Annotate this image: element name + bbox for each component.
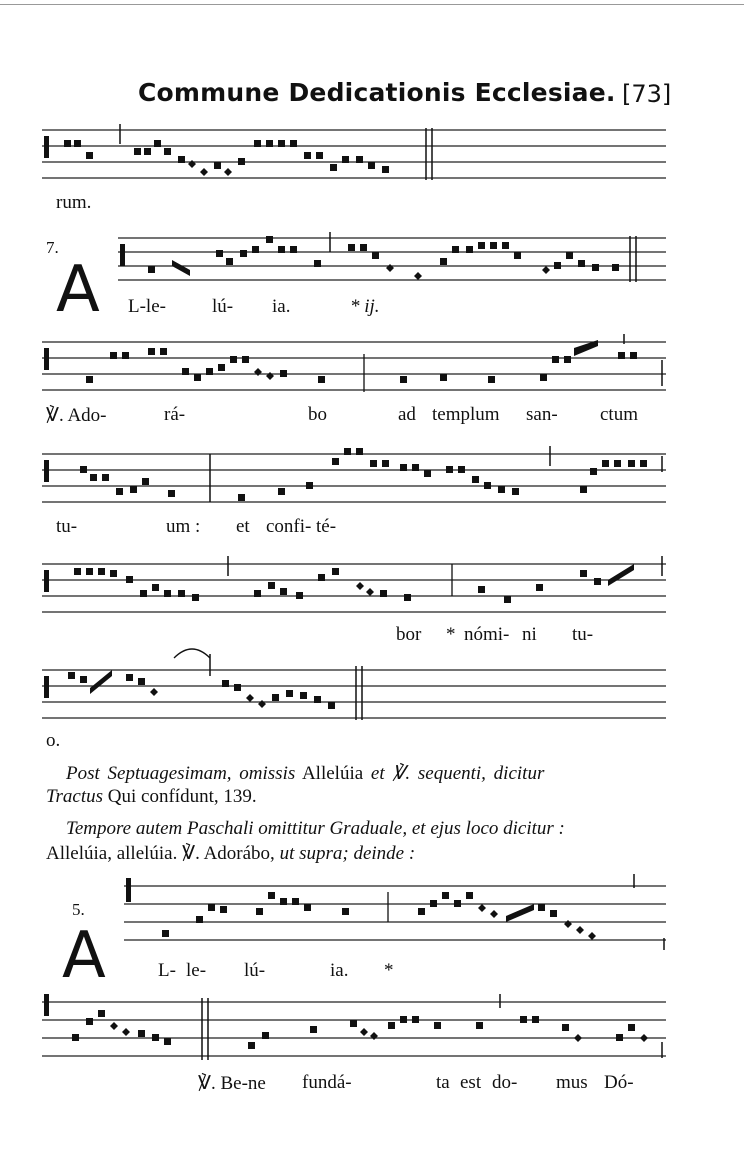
syllable: ia. bbox=[330, 960, 349, 981]
syllable: bo bbox=[308, 404, 327, 425]
syllable: o. bbox=[46, 730, 61, 751]
syllable: fundá- bbox=[302, 1072, 352, 1093]
clef bbox=[44, 348, 49, 370]
staff-8 bbox=[42, 994, 666, 1066]
syllable: et bbox=[236, 516, 250, 537]
clef bbox=[44, 136, 49, 158]
staff-1 bbox=[42, 122, 666, 184]
initial-letter: A bbox=[56, 253, 100, 327]
clef bbox=[44, 460, 49, 482]
fermata-mark bbox=[174, 649, 210, 658]
syllable: san- bbox=[526, 404, 558, 425]
rubric-italic: Tempore autem Paschali omittitur Graduale, et ejus loco dicitur : bbox=[66, 818, 565, 839]
syllable: tu- bbox=[572, 624, 594, 645]
syllable: mus bbox=[556, 1072, 588, 1093]
syllable: L- bbox=[158, 960, 176, 981]
rubric-2-line-2 bbox=[46, 842, 415, 865]
syllable: ℣. Ado- bbox=[46, 405, 107, 426]
syllable: ℣. Be-ne bbox=[198, 1073, 266, 1094]
syllable: ia. bbox=[272, 296, 291, 317]
chant-number: 5. bbox=[72, 900, 85, 919]
clef bbox=[120, 244, 125, 266]
syllable: ni bbox=[522, 624, 537, 645]
syllable: * bbox=[446, 624, 456, 645]
staff-6 bbox=[42, 662, 666, 724]
syllable: confi- bbox=[266, 516, 312, 537]
rubric-italic: ut supra; deinde : bbox=[279, 843, 416, 864]
syllable: rá- bbox=[164, 404, 186, 425]
clef bbox=[44, 994, 49, 1016]
chant-number: 7. bbox=[46, 238, 59, 257]
rubric-roman: Qui confídunt, 139. bbox=[107, 786, 257, 807]
staff-4 bbox=[42, 446, 666, 508]
staff-2 bbox=[118, 232, 666, 292]
syllable: bor bbox=[396, 624, 422, 645]
syllable: ad bbox=[398, 404, 416, 425]
syllable: lú- bbox=[244, 960, 266, 981]
clef bbox=[44, 676, 49, 698]
syllable: ta bbox=[436, 1072, 450, 1093]
syllable: ctum bbox=[600, 404, 638, 425]
syllable: um : bbox=[166, 516, 201, 537]
syllable: té- bbox=[316, 516, 337, 537]
rubric-italic: et ℣. sequenti, dicitur bbox=[370, 763, 545, 784]
syllable: le- bbox=[186, 960, 207, 981]
initial-letter: A bbox=[62, 919, 106, 993]
syllable: * bbox=[384, 960, 394, 981]
syllable: nómi- bbox=[464, 624, 510, 645]
syllable: rum. bbox=[56, 192, 92, 213]
syllable: L-le- bbox=[128, 296, 166, 317]
syllable: Dó- bbox=[604, 1072, 634, 1093]
clef bbox=[126, 878, 131, 902]
syllable: do- bbox=[492, 1072, 518, 1093]
staff-7 bbox=[124, 874, 666, 954]
syllable: tu- bbox=[56, 516, 78, 537]
rubric-italic: Tractus bbox=[46, 786, 104, 807]
rubric-roman: Allelúia, allelúia. ℣. Adorábo, bbox=[46, 843, 275, 864]
page-number: [73] bbox=[622, 80, 672, 108]
syllable: * ij. bbox=[350, 296, 380, 317]
page-top-rule bbox=[0, 4, 744, 5]
syllable: templum bbox=[432, 404, 500, 425]
staff-3 bbox=[42, 334, 666, 396]
syllable: est bbox=[460, 1072, 482, 1093]
rubric-1-line-1 bbox=[66, 762, 666, 785]
rubric-1-line-2 bbox=[46, 786, 257, 808]
rubric-italic: Post Septuagesimam, omissis bbox=[66, 763, 296, 784]
page-title: Commune Dedicationis Ecclesiae. bbox=[138, 78, 616, 107]
staff-5 bbox=[42, 556, 666, 618]
rubric-2-line-1 bbox=[66, 818, 565, 840]
clef bbox=[44, 570, 49, 592]
rubric-roman: Allelúia bbox=[301, 763, 364, 784]
syllable: lú- bbox=[212, 296, 234, 317]
